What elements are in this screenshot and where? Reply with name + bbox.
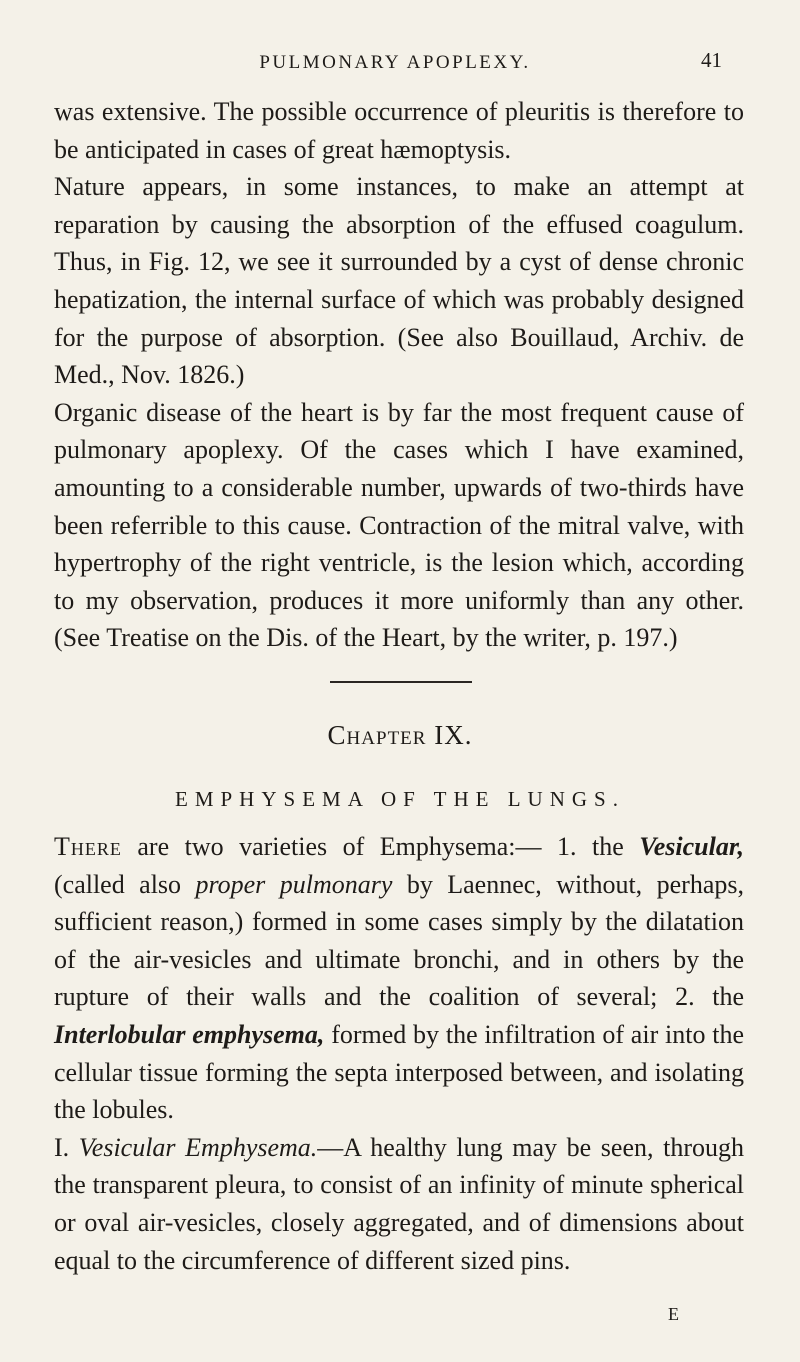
paragraph-varieties xyxy=(54,828,744,1129)
page-header xyxy=(0,46,800,76)
section-divider xyxy=(330,681,472,683)
body-text-block xyxy=(54,828,744,1279)
term-vesicular: Vesicular, xyxy=(639,832,744,861)
chapter-subtitle: EMPHYSEMA OF THE LUNGS. xyxy=(175,787,625,811)
term-interlobular: Interlobular emphysema, xyxy=(54,1019,325,1049)
paragraph-vesicular-emphysema xyxy=(54,1129,744,1279)
term-proper-pulmonary: proper pulmonary xyxy=(195,869,393,899)
lead-word: There xyxy=(54,832,122,861)
text-run: (called also xyxy=(54,869,196,899)
paragraph-reparation: Nature appears, in some instances, to make an attempt at reparation by causing the absorption of the effused coagulum. Thus, in Fig. 12, we see it surrounded by a cyst of dense chronic hepatization, the internal surface of which was probably designed for the purpose of absorption. (See also Bouillaud, Archiv. de Med., Nov. 1826.) xyxy=(54,172,744,390)
text-run: are two varieties of Emphysema:— 1. the xyxy=(121,832,640,861)
running-title: PULMONARY APOPLEXY. xyxy=(259,52,531,73)
section-numeral: I. xyxy=(54,1132,79,1162)
text-run: —A healthy lung may be seen, through the transparent pleura, to consist of an infinity of minute spherical or oval air-vesicles, closely aggregated, and of dimensions about equal to the circumference of different sized pins. xyxy=(54,1132,744,1275)
term-vesicular-emphysema: Vesicular Emphysema. xyxy=(78,1132,318,1162)
signature-mark: E xyxy=(668,1304,679,1324)
page-number: 41 xyxy=(701,48,722,72)
text-run: formed by the infiltration of air into the cellular tissue forming the septa interposed between, and isolating the lobules. xyxy=(54,1019,744,1125)
text-run: by Laennec, without, perhaps, sufficient reason,) formed in some cases simply by the dilatation of the air-vesicles and ultimate bronchi, and in others by the rupture of their walls and the coalition of several; 2. the xyxy=(54,869,744,1012)
chapter-title: Chapter IX. xyxy=(327,720,473,750)
paragraph-pleuritis: was extensive. The possible occurrence of pleuritis is therefore to be anticipated in cases of great hæmoptysis. xyxy=(54,97,744,164)
paragraph-organic-disease: Organic disease of the heart is by far the most frequent cause of pulmonary apoplexy. Of the cases which I have examined, amounting to a considerable number, upwards of two-thirds have been referrible to this cause. Contraction of the mitral valve, with hypertrophy of the right ventricle, is the lesion which, according to my observation, produces it more uniformly than any other. (See Treatise on the Dis. of the Heart, by the writer, p. 197.) xyxy=(54,397,744,653)
top-text-block xyxy=(54,93,744,657)
